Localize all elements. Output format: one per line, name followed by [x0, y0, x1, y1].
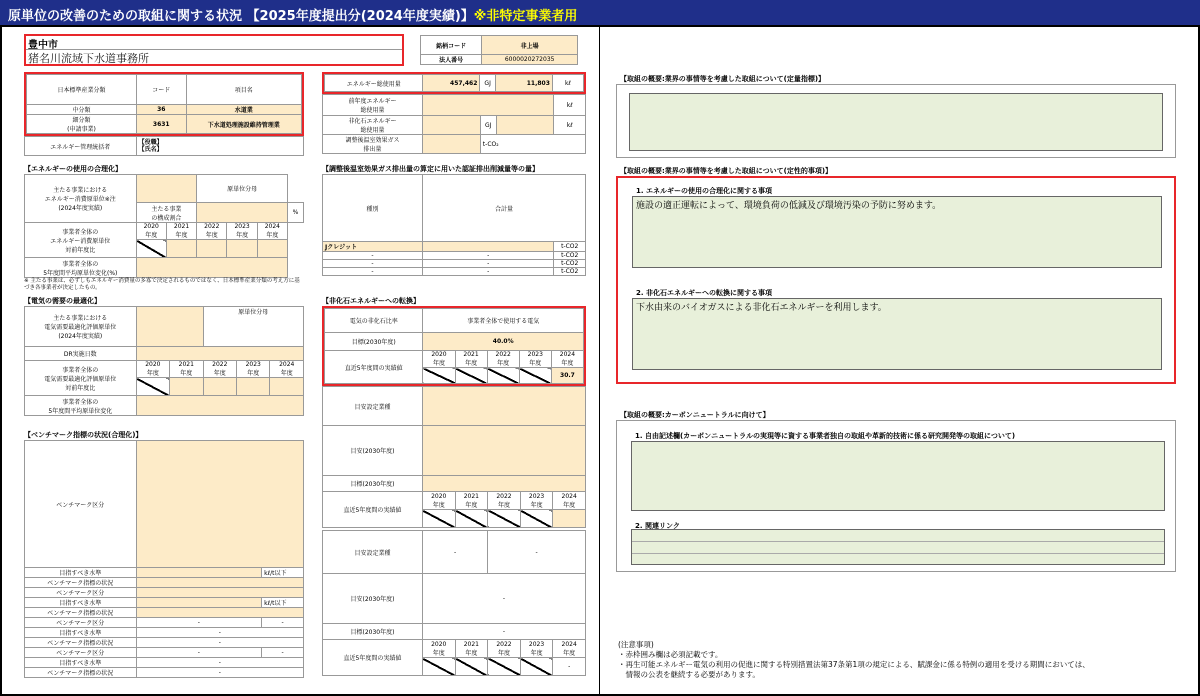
g-year: 2021 年度 — [455, 640, 488, 658]
energy-total-box — [322, 72, 586, 94]
energy-use-title: 【エネルギーの使用の合理化】 — [24, 165, 122, 173]
p-year-2020: 2020 年度 — [136, 361, 169, 378]
credit-title: 【調整後温室効果ガス排出量の算定に用いた認証排出削減量等の量】 — [322, 165, 539, 173]
right-sec3-title: 【取組の概要:カーボンニュートラルに向けて】 — [620, 411, 770, 419]
energy-total-kl: 11,803 — [495, 75, 552, 92]
carbon-box — [616, 420, 1176, 572]
power-table — [24, 306, 304, 416]
year-2020: 2020 年度 — [136, 223, 166, 240]
nonfossil-label: 非化石エネルギー 総使用量 — [323, 116, 423, 135]
bench-row: ベンチマーク区分 — [25, 441, 137, 568]
corp-number-value: 6000020272035 — [482, 55, 578, 65]
mid-class-name: 水道業 — [186, 105, 302, 115]
credit-h-total: 合計量 — [422, 175, 585, 242]
power-ratio-label: 事業者全体の 電気需要最適化評価原単位 対前年度比 — [25, 361, 137, 396]
credit-unit: t-CO2 — [554, 268, 586, 276]
dash: - — [136, 668, 303, 678]
pct-unit: % — [288, 203, 304, 223]
dash: - — [553, 658, 586, 676]
bench-row: ベンチマーク区分 — [25, 618, 137, 628]
dash: - — [136, 618, 262, 628]
dash: - — [422, 531, 487, 574]
page-header — [0, 0, 1200, 27]
nf-unit-kl: kℓ — [554, 116, 586, 135]
nf-year: 2021 年度 — [455, 351, 487, 368]
ghg-label: 調整後温室効果ガス 排出量 — [323, 135, 423, 154]
g-year: 2023 年度 — [520, 492, 553, 510]
note-line: ・再生可能エネルギー電気の利用の促進に関する特別措置法第37条第1項の規定による、賦課金に係る特例の適用を受ける期間においては、 — [618, 660, 1090, 670]
industry-box — [24, 72, 304, 136]
year-2021: 2021 年度 — [166, 223, 196, 240]
energy-denom-label: 原単位分母 — [197, 175, 288, 203]
dash: - — [422, 252, 554, 260]
bench-row: ベンチマーク区分 — [25, 648, 137, 658]
dash: - — [422, 268, 554, 276]
credit-h-kind: 種別 — [323, 175, 423, 242]
dash: - — [136, 628, 303, 638]
mid-class-code: 36 — [137, 105, 187, 115]
office-name: 猪名川流域下水道事務所 — [28, 52, 149, 65]
energy-main-label: 主たる事業における エネルギー消費原単位※注 (2024年度実績) — [25, 175, 137, 223]
p-year-2021: 2021 年度 — [170, 361, 203, 378]
quant-input[interactable] — [629, 93, 1163, 151]
nf-unit-gj: GJ — [480, 116, 496, 135]
p-year-2022: 2022 年度 — [203, 361, 236, 378]
credit-unit: t-CO2 — [554, 252, 586, 260]
links-table — [631, 529, 1165, 565]
ghg-unit: t-CO₂ — [480, 135, 585, 154]
unit-kl: kℓ — [552, 75, 583, 92]
notes-title: (注意事項) — [618, 640, 654, 649]
credit-jcredit: Jクレジット — [323, 242, 423, 252]
bench-row: 目指すべき水準 — [25, 598, 137, 608]
energy-comp-label: 主たる事業 の構成割合 — [136, 203, 197, 223]
goal-2030: 目安(2030年度) — [323, 574, 423, 624]
p-year-2024: 2024 年度 — [270, 361, 304, 378]
bench-row: ベンチマーク指標の状況 — [25, 668, 137, 678]
recent-label: 直近5年度間の実績値 — [323, 492, 423, 528]
target-2030: 目標(2030年度) — [323, 476, 423, 492]
nonfossil-box — [322, 306, 586, 386]
link-row[interactable] — [632, 554, 1164, 564]
power-main-label: 主たる事業における 電気需要最適化評価原単位 (2024年度実績) — [25, 307, 137, 347]
nf-year: 2024 年度 — [551, 351, 583, 368]
credit-table — [322, 174, 586, 276]
g-year: 2024 年度 — [553, 492, 586, 510]
brand-code-label: 銘柄コード — [421, 36, 482, 55]
company-name: 豊中市 — [26, 36, 402, 50]
bench-title: 【ベンチマーク指標の状況(合理化)】 — [24, 431, 143, 439]
fine-class-name: 下水道処理施設維持管理業 — [186, 115, 302, 134]
notes — [618, 640, 1090, 681]
g-year: 2021 年度 — [455, 492, 488, 510]
bench-row: ベンチマーク指標の状況 — [25, 608, 137, 618]
energy-total-label: エネルギー総使用量 — [325, 75, 423, 92]
dash: - — [262, 618, 304, 628]
energy-use-table — [24, 174, 304, 278]
bench-unit: kℓ/t以下 — [262, 568, 304, 578]
bench-unit: kℓ/t以下 — [262, 598, 304, 608]
goal-2030: 目安(2030年度) — [323, 426, 423, 476]
nf-year: 2022 年度 — [487, 351, 519, 368]
nf-ratio-label: 電気の非化石比率 — [325, 309, 423, 333]
fine-class-code: 3631 — [137, 115, 187, 134]
g-year: 2022 年度 — [488, 640, 521, 658]
brand-code-value: 非上場 — [482, 36, 578, 55]
dash: - — [422, 574, 585, 624]
bench-row: ベンチマーク指標の状況 — [25, 578, 137, 588]
year-2024: 2024 年度 — [257, 223, 287, 240]
corp-number-label: 法人番号 — [421, 55, 482, 65]
dash: - — [323, 268, 423, 276]
nf-target-label: 目標(2030年度) — [325, 333, 423, 351]
credit-unit: t-CO2 — [554, 242, 586, 252]
dash: - — [136, 648, 262, 658]
nonfossil-title: 【非化石エネルギーへの転換】 — [322, 297, 420, 305]
nf-recent-label: 直近5年度間の実績値 — [325, 351, 423, 384]
nf-year: 2023 年度 — [519, 351, 551, 368]
p-year-2023: 2023 年度 — [237, 361, 270, 378]
dash: - — [422, 624, 585, 640]
energy-ratio-label: 事業者全体の エネルギー消費原単位 対前年度比 — [25, 223, 137, 258]
bench-row: 目指すべき水準 — [25, 658, 137, 668]
prev-energy-label: 前年度エネルギー 総使用量 — [323, 95, 423, 116]
unit-gj: GJ — [480, 75, 496, 92]
mid-class-label: 中分類 — [27, 105, 137, 115]
dash: - — [262, 648, 304, 658]
company-box — [24, 34, 404, 66]
manager-role: 【役職】 — [138, 138, 163, 146]
manager-table — [24, 136, 304, 156]
manager-label: エネルギー管理統括者 — [25, 137, 137, 156]
bench-row: ベンチマーク区分 — [25, 588, 137, 598]
q1-label: 1. エネルギーの使用の合理化に関する事項 — [636, 187, 772, 195]
manager-name: 【氏名】 — [138, 146, 163, 153]
codes-table — [420, 35, 578, 65]
target-2030: 目標(2030年度) — [323, 624, 423, 640]
dr-label: DR実施日数 — [25, 347, 137, 361]
bench-row: 目指すべき水準 — [25, 568, 137, 578]
nf-target-value: 40.0% — [423, 333, 584, 351]
dash: - — [136, 658, 303, 668]
link-row[interactable] — [632, 530, 1164, 542]
note-line: 情報の公表を継続する必要があります。 — [618, 670, 760, 680]
a1-text[interactable]: 施設の適正運転によって、環境負荷の低減及び環境汚染の予防に努めます。 — [632, 196, 1162, 268]
q4-label: 2. 関連リンク — [635, 522, 680, 530]
bench-row: ベンチマーク指標の状況 — [25, 638, 137, 648]
free-text-input[interactable] — [631, 441, 1165, 511]
power-avg-label: 事業者全体の 5年度間平均原単位変化 — [25, 396, 137, 416]
nf-year: 2020 年度 — [423, 351, 455, 368]
bench-row: 目指すべき水準 — [25, 628, 137, 638]
energy-detail-table — [322, 94, 586, 154]
prev-unit: kℓ — [554, 95, 586, 116]
industry-h2: コード — [137, 75, 187, 105]
q2-label: 2. 非化石エネルギーへの転換に関する事項 — [636, 289, 772, 297]
dash: - — [323, 260, 423, 268]
note-line: ・赤枠囲み欄は必須記載です。 — [618, 650, 723, 660]
nonfossil-goal-table — [322, 386, 586, 528]
right-sec1-title: 【取組の概要:業界の事情等を考慮した取組について(定量指標)】 — [620, 75, 826, 83]
right-sec2-title: 【取組の概要:業界の事情等を考慮した取組について(定性的事項)】 — [620, 167, 833, 175]
g-year: 2023 年度 — [520, 640, 553, 658]
industry-h3: 項目名 — [186, 75, 302, 105]
bench-table — [24, 440, 304, 678]
g-year: 2024 年度 — [553, 640, 586, 658]
right-sec1-box — [616, 84, 1176, 158]
year-2022: 2022 年度 — [197, 223, 227, 240]
q3-label: 1. 自由記述欄(カーボンニュートラルの実現等に資する事業者独自の取組や革新的技術に係る研究開発等の取組について) — [635, 432, 1016, 440]
power-denom-label: 原単位分母 — [203, 307, 303, 347]
link-row[interactable] — [632, 542, 1164, 554]
g-year: 2020 年度 — [422, 640, 455, 658]
power-title: 【電気の需要の最適化】 — [24, 297, 101, 305]
goal-set: 目安設定業種 — [323, 387, 423, 426]
dash: - — [323, 252, 423, 260]
header-note: ※非特定事業者用 — [473, 9, 578, 24]
credit-unit: t-CO2 — [554, 260, 586, 268]
energy-avg-label: 事業者全体の 5年度間平均原単位変化(%) — [25, 258, 137, 278]
year-2023: 2023 年度 — [227, 223, 257, 240]
energy-total-gj: 457,462 — [423, 75, 480, 92]
goal-set: 目安設定業種 — [323, 531, 423, 574]
industry-h1: 日本標準産業分類 — [27, 75, 137, 105]
nf-scope: 事業者全体で使用する電気 — [423, 309, 584, 333]
g-year: 2022 年度 — [488, 492, 521, 510]
g-year: 2020 年度 — [422, 492, 455, 510]
qualitative-box — [616, 176, 1176, 384]
energy-footnote: ※ 主たる事業は、必ずしもエネルギー消費量の多寡で決定されるものではなく、日本標準産業分類の考え方に基づき各事業者が決定したもの。 — [24, 278, 300, 292]
nf-value-2024: 30.7 — [551, 368, 583, 384]
fine-class-label: 細分類 (申請事業) — [27, 115, 137, 134]
dash: - — [488, 531, 586, 574]
dash: - — [422, 260, 554, 268]
dash: - — [136, 638, 303, 648]
page-title: 原単位の改善のための取組に関する状況 【2025年度提出分(2024年度実績)】 — [8, 9, 474, 24]
recent-label: 直近5年度間の実績値 — [323, 640, 423, 676]
nonfossil-goal-table-2 — [322, 530, 586, 676]
a2-text[interactable]: 下水由来のバイオガスによる非化石エネルギーを利用します。 — [632, 298, 1162, 370]
